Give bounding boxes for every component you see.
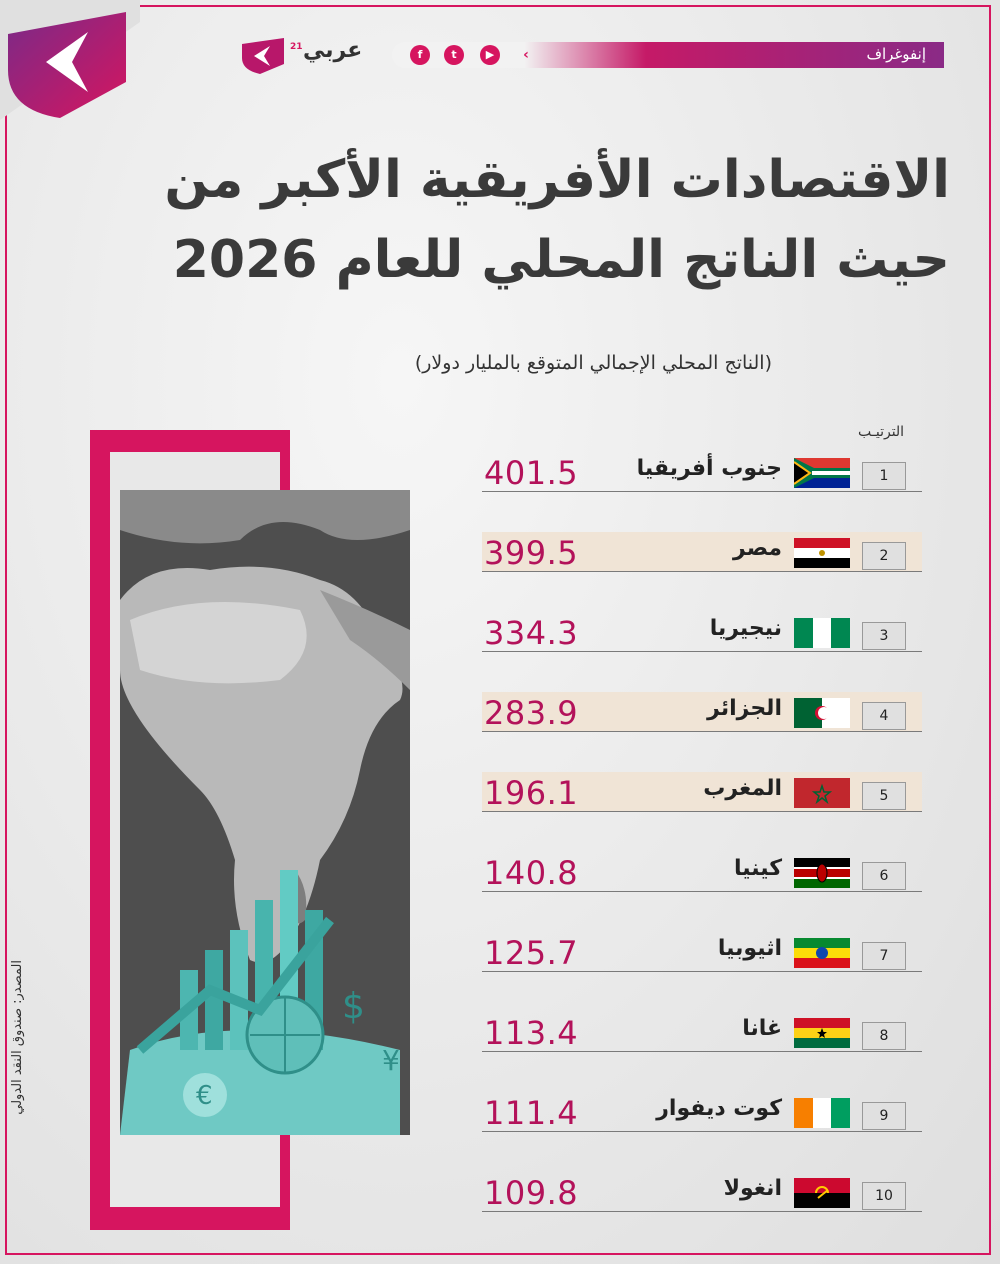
youtube-icon[interactable]: ▶	[480, 45, 500, 65]
gdp-value: 399.5	[484, 534, 579, 572]
gdp-value: 125.7	[484, 934, 579, 972]
egypt-flag-icon	[794, 538, 850, 568]
rank-number: 4	[862, 702, 906, 730]
table-row	[482, 1012, 922, 1052]
gdp-value: 140.8	[484, 854, 579, 892]
gdp-value: 113.4	[484, 1014, 579, 1052]
facebook-icon[interactable]: f	[410, 45, 430, 65]
country-name: المغرب	[703, 776, 782, 801]
svg-text:¥: ¥	[382, 1044, 400, 1077]
rank-number: 10	[862, 1182, 906, 1210]
table-row	[482, 852, 922, 892]
country-name: نيجيريا	[709, 616, 782, 641]
rank-number: 3	[862, 622, 906, 650]
ghana-flag-icon	[794, 1018, 850, 1048]
table-row	[482, 932, 922, 972]
country-name: غانا	[742, 1016, 782, 1041]
svg-text:€: €	[196, 1081, 213, 1111]
gdp-value: 196.1	[484, 774, 579, 812]
table-row	[482, 1172, 922, 1212]
source-note: المصدر: صندوق النقد الدولي	[10, 960, 25, 1115]
angola-flag-icon	[794, 1178, 850, 1208]
rank-column-header: الترتيـب	[858, 424, 905, 440]
svg-text:$: $	[342, 986, 365, 1027]
brand-name: عربي	[303, 38, 363, 63]
brand-logo-icon	[238, 38, 288, 74]
country-name: اثيوبيا	[717, 936, 782, 961]
rank-number: 8	[862, 1022, 906, 1050]
algeria-flag-icon	[794, 698, 850, 728]
brand-superscript: 21	[290, 42, 303, 52]
rank-number: 5	[862, 782, 906, 810]
rank-number: 6	[862, 862, 906, 890]
table-row	[482, 1092, 922, 1132]
country-name: جنوب أفريقيا	[636, 456, 782, 481]
country-name: كينيا	[734, 856, 782, 881]
kenya-flag-icon	[794, 858, 850, 888]
rank-number: 7	[862, 942, 906, 970]
morocco-flag-icon	[794, 778, 850, 808]
corner-logo-icon	[0, 0, 140, 120]
twitter-icon[interactable]: t	[444, 45, 464, 65]
country-name: مصر	[733, 536, 782, 561]
table-row	[482, 692, 922, 732]
rank-number: 2	[862, 542, 906, 570]
country-name: انغولا	[723, 1176, 782, 1201]
gdp-value: 283.9	[484, 694, 579, 732]
rank-number: 9	[862, 1102, 906, 1130]
africa-map-icon	[120, 490, 410, 1135]
country-name: كوت ديفوار	[656, 1096, 782, 1121]
header-strip	[392, 42, 944, 68]
brand-mark-icon: ‹	[523, 47, 529, 63]
table-row	[482, 532, 922, 572]
ivory-coast-flag-icon	[794, 1098, 850, 1128]
gdp-value: 109.8	[484, 1174, 579, 1212]
table-row	[482, 612, 922, 652]
africa-map-image	[120, 490, 410, 1135]
nigeria-flag-icon	[794, 618, 850, 648]
gdp-value: 111.4	[484, 1094, 579, 1132]
page-title: الاقتصادات الأفريقية الأكبر من حيث الناتج المحلي للعام 2026	[164, 150, 950, 290]
rank-number: 1	[862, 462, 906, 490]
category-label: إنفوغراف	[866, 45, 926, 63]
ethiopia-flag-icon	[794, 938, 850, 968]
country-name: الجزائر	[707, 696, 782, 721]
south-africa-flag-icon	[794, 458, 850, 488]
subtitle: (الناتج المحلي الإجمالي المتوقع بالمليار دولار)	[414, 352, 772, 374]
table-row	[482, 452, 922, 492]
gdp-value: 334.3	[484, 614, 579, 652]
table-row	[482, 772, 922, 812]
gdp-value: 401.5	[484, 454, 579, 492]
